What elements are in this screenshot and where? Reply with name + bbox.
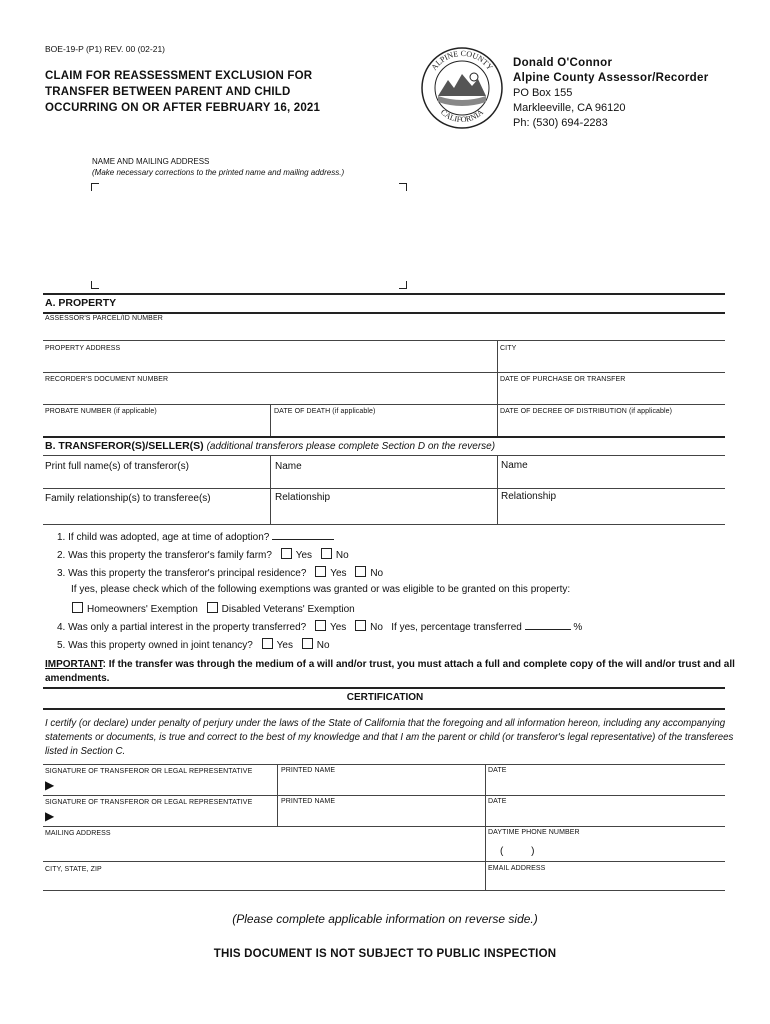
phone-label: DAYTIME PHONE NUMBER [488, 829, 580, 836]
mailing-address-field[interactable] [45, 840, 480, 856]
divider [43, 312, 725, 314]
public-inspection-notice: THIS DOCUMENT IS NOT SUBJECT TO PUBLIC INSPECTION [213, 948, 557, 960]
apn-label: ASSESSOR'S PARCEL/ID NUMBER [45, 315, 163, 322]
city-field[interactable] [500, 355, 720, 369]
divider [43, 764, 725, 765]
partial-yes-checkbox[interactable] [315, 620, 326, 631]
recorder-doc-field[interactable] [45, 387, 493, 401]
mailing-address-label: NAME AND MAILING ADDRESS (Make necessary corrections to the printed name and mailing address.) [92, 157, 345, 177]
printed-name-label: PRINTED NAME [281, 798, 336, 805]
decree-date-label: DATE OF DECREE OF DISTRIBUTION (if applicable) [500, 408, 673, 415]
section-b-heading: B. TRANSFEROR(S)/SELLER(S) (additional transferors please complete Section D on the reverse) [45, 440, 496, 452]
divider [43, 524, 725, 525]
important-notice: IMPORTANT: If the transfer was through the medium of a will and/or trust, you must attach a full and complete copy of the will and/or trust and all amendments. [45, 659, 735, 684]
city-state-zip-field[interactable] [45, 876, 480, 890]
probate-field[interactable] [45, 419, 265, 433]
address-window-corner [399, 183, 407, 191]
transferor-name-label: Print full name(s) of transferor(s) [45, 461, 189, 472]
date-label: DATE [488, 767, 507, 774]
county-seal-icon [420, 46, 504, 130]
percentage-field[interactable] [525, 620, 571, 630]
purchase-date-field[interactable] [500, 387, 720, 401]
divider [43, 455, 725, 456]
if-yes-exemptions-text: If yes, please check which of the following exemptions was granted or was eligible to be granted on this property: [71, 584, 571, 595]
relationship-2[interactable]: Relationship [501, 491, 557, 502]
apn-field[interactable] [180, 324, 720, 340]
divider [270, 404, 271, 436]
property-address-label: PROPERTY ADDRESS [45, 345, 121, 352]
question-2: 2. Was this property the transferor's family farm? Yes No [57, 550, 349, 561]
purchase-date-label: DATE OF PURCHASE OR TRANSFER [500, 376, 626, 383]
relationship-1[interactable]: Relationship [275, 492, 331, 503]
address-window-corner [91, 281, 99, 289]
divider [497, 372, 498, 404]
veterans-exemption-checkbox[interactable] [207, 602, 218, 613]
divider [497, 340, 498, 372]
signature-arrow-icon: ▶ [45, 809, 55, 823]
divider [43, 372, 725, 373]
farm-yes-checkbox[interactable] [281, 548, 292, 559]
reverse-side-note: (Please complete applicable information on reverse side.) [232, 912, 538, 926]
probate-label: PROBATE NUMBER (if applicable) [45, 408, 157, 415]
email-field[interactable] [488, 876, 720, 890]
farm-no-checkbox[interactable] [321, 548, 332, 559]
mailing-address-field-label: MAILING ADDRESS [45, 830, 111, 837]
partial-no-checkbox[interactable] [355, 620, 366, 631]
joint-no-checkbox[interactable] [302, 638, 313, 649]
transferor-name-1[interactable]: Name [275, 461, 302, 472]
divider [43, 340, 725, 341]
printed-name-label: PRINTED NAME [281, 767, 336, 774]
svg-text:CALIFORNIA: CALIFORNIA [438, 107, 486, 125]
signature-label: SIGNATURE OF TRANSFEROR OR LEGAL REPRESENTATIVE [45, 768, 253, 775]
divider [270, 455, 271, 525]
signature-field[interactable] [62, 809, 267, 825]
divider [485, 826, 486, 890]
relationship-label: Family relationship(s) to transferee(s) [45, 493, 211, 504]
section-a-heading: A. PROPERTY [45, 297, 117, 309]
city-label: CITY [500, 345, 517, 352]
divider [43, 404, 725, 405]
question-5: 5. Was this property owned in joint tenancy? Yes No [57, 640, 330, 651]
question-3: 3. Was this property the transferor's principal residence? Yes No [57, 568, 384, 579]
death-date-field[interactable] [274, 419, 492, 433]
form-title: CLAIM FOR REASSESSMENT EXCLUSION FOR TRANSFER BETWEEN PARENT AND CHILD OCCURRING ON OR AFTER FEBRUARY 16, 2021 [45, 70, 321, 114]
phone-field[interactable]: ( ) [500, 846, 535, 857]
divider [43, 890, 725, 891]
divider [43, 436, 725, 438]
property-address-field[interactable] [45, 355, 493, 369]
decree-date-field[interactable] [500, 419, 720, 433]
recorder-doc-label: RECORDER'S DOCUMENT NUMBER [45, 376, 169, 383]
death-date-label: DATE OF DEATH (if applicable) [274, 408, 376, 415]
exemption-options: Homeowners' Exemption Disabled Veterans' Exemption [66, 602, 355, 615]
residence-yes-checkbox[interactable] [315, 566, 326, 577]
divider [43, 488, 725, 489]
joint-yes-checkbox[interactable] [262, 638, 273, 649]
certification-heading: CERTIFICATION [346, 692, 424, 703]
residence-no-checkbox[interactable] [355, 566, 366, 577]
signature-arrow-icon: ▶ [45, 778, 55, 792]
signature-field[interactable] [62, 778, 267, 794]
certification-text: I certify (or declare) under penalty of perjury under the laws of the State of California that the foregoing and all information hereon, including any accompanying statements or documents, is true and correct to the best of my knowledge and that I am the parent or child (or transferor's legal representative) of the transferees listed in Section C. [45, 718, 734, 757]
printed-name-field[interactable] [281, 778, 481, 794]
adoption-age-field[interactable] [272, 530, 334, 540]
divider [43, 293, 725, 295]
form-number: BOE-19-P (P1) REV. 00 (02-21) [45, 44, 166, 54]
email-label: EMAIL ADDRESS [488, 865, 546, 872]
city-state-zip-label: CITY, STATE, ZIP [45, 866, 102, 873]
divider [43, 795, 725, 796]
date-label: DATE [488, 798, 507, 805]
transferor-name-2[interactable]: Name [501, 460, 528, 471]
assessor-block: Donald O'Connor Alpine County Assessor/Recorder PO Box 155 Markleeville, CA 96120 Ph: (530) 694-2283 [513, 57, 709, 129]
address-window-corner [399, 281, 407, 289]
signature-label: SIGNATURE OF TRANSFEROR OR LEGAL REPRESENTATIVE [45, 799, 253, 806]
homeowners-exemption-checkbox[interactable] [72, 602, 83, 613]
question-1: 1. If child was adopted, age at time of adoption? [57, 530, 334, 543]
question-4: 4. Was only a partial interest in the property transferred? Yes No If yes, percentage transferred % [57, 622, 583, 633]
address-window-corner [91, 183, 99, 191]
divider [43, 687, 725, 689]
svg-text:ALPINE COUNTY: ALPINE COUNTY [429, 48, 495, 72]
date-field[interactable] [488, 778, 720, 794]
divider [497, 455, 498, 525]
date-field[interactable] [488, 809, 720, 825]
printed-name-field[interactable] [281, 809, 481, 825]
divider [43, 861, 725, 862]
divider [43, 826, 725, 827]
divider [43, 708, 725, 710]
divider [497, 404, 498, 436]
